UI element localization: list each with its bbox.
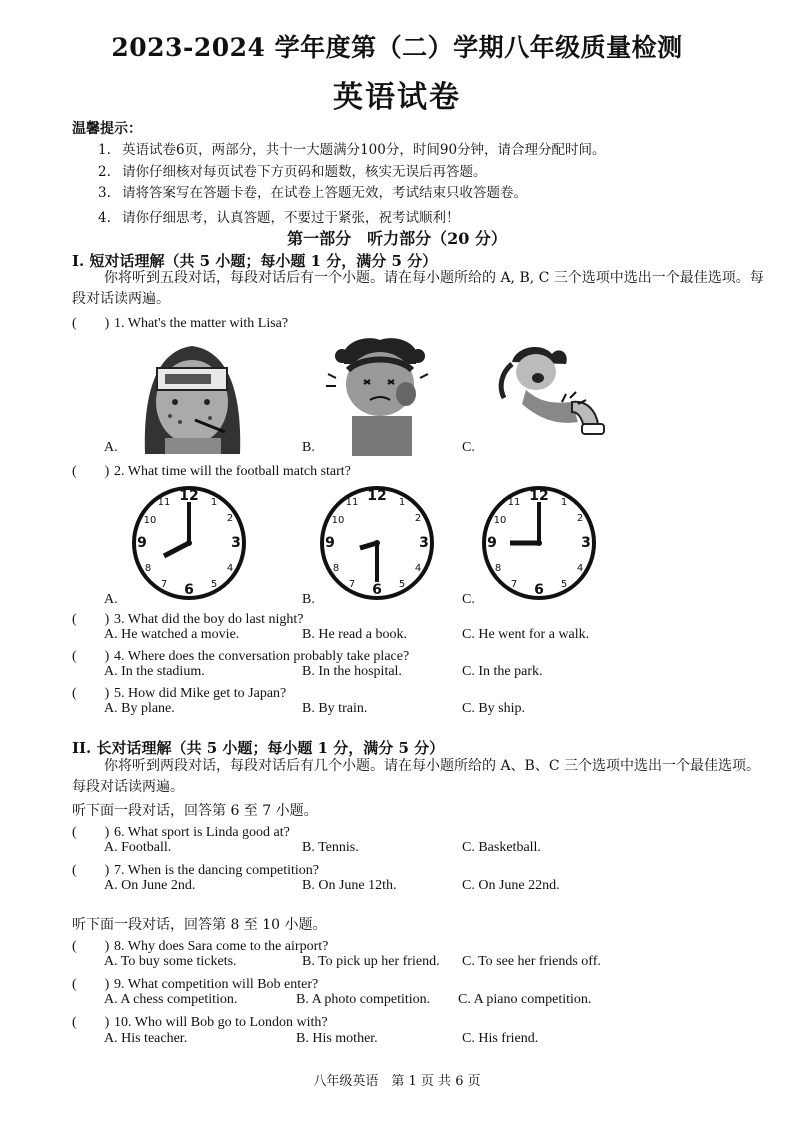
option-b[interactable]: B. His mother. xyxy=(296,1031,378,1046)
hurt-leg-girl-picture xyxy=(492,342,612,440)
clock-number: 11 xyxy=(157,497,171,508)
option-a-label[interactable]: A. xyxy=(104,440,118,455)
question-6: ( ) 6. What sport is Linda good at? xyxy=(72,821,290,841)
clock-number: 2 xyxy=(226,513,234,524)
clock-number: 11 xyxy=(345,497,359,508)
answer-blank[interactable]: ( ) xyxy=(72,649,110,664)
option-c[interactable]: C. Basketball. xyxy=(462,840,541,855)
question-3: ( ) 3. What did the boy do last night? xyxy=(72,608,304,628)
dialogue-instruction: 听下面一段对话，回答第 6 至 7 小题。 xyxy=(72,803,318,819)
question-4: ( ) 4. Where does the conversation probably take place? xyxy=(72,645,409,665)
option-b[interactable]: B. In the hospital. xyxy=(302,664,402,679)
answer-blank[interactable]: ( ) xyxy=(72,464,110,479)
option-b[interactable]: B. To pick up her friend. xyxy=(302,954,440,969)
clock-number: 10 xyxy=(493,515,507,526)
question-5: ( ) 5. How did Mike get to Japan? xyxy=(72,682,286,702)
clock-number: 6 xyxy=(372,582,382,598)
exam-subject-title: 英语试卷 xyxy=(333,80,461,115)
option-c[interactable]: C. A piano competition. xyxy=(458,992,592,1007)
clock-b-picture xyxy=(318,484,436,602)
option-a[interactable]: A. Football. xyxy=(104,840,172,855)
sick-girl-fever-picture xyxy=(135,336,250,454)
dialogue-instruction: 听下面一段对话，回答第 8 至 10 小题。 xyxy=(72,917,327,933)
tip-item: 3. 请将答案写在答题卡卷，在试卷上答题无效，考试结束只收答题卷。 xyxy=(98,185,527,201)
question-8: ( ) 8. Why does Sara come to the airport? xyxy=(72,935,328,955)
answer-blank[interactable]: ( ) xyxy=(72,316,110,331)
clock-number: 11 xyxy=(507,497,521,508)
clock-number: 7 xyxy=(160,579,168,590)
clock-number: 5 xyxy=(560,579,568,590)
option-b[interactable]: B. A photo competition. xyxy=(296,992,431,1007)
answer-blank[interactable]: ( ) xyxy=(72,686,110,701)
clock-number: 12 xyxy=(529,488,549,504)
option-b-label[interactable]: B. xyxy=(302,592,315,607)
tip-item: 4. 请你仔细思考，认真答题，不要过于紧张，祝考试顺利！ xyxy=(98,210,460,226)
option-a[interactable]: A. His teacher. xyxy=(104,1031,188,1046)
question-10: ( ) 10. Who will Bob go to London with? xyxy=(72,1011,328,1031)
question-9: ( ) 9. What competition will Bob enter? xyxy=(72,973,318,993)
option-c[interactable]: C. On June 22nd. xyxy=(462,878,560,893)
clock-number: 3 xyxy=(581,535,591,551)
answer-blank[interactable]: ( ) xyxy=(72,977,110,992)
option-b-label[interactable]: B. xyxy=(302,440,315,455)
clock-number: 3 xyxy=(231,535,241,551)
tip-item: 2. 请你仔细核对每页试卷下方页码和题数，核实无误后再答题。 xyxy=(98,164,487,180)
clock-number: 1 xyxy=(210,497,218,508)
answer-blank[interactable]: ( ) xyxy=(72,1015,110,1030)
question-1: ( ) 1. What's the matter with Lisa? xyxy=(72,312,288,332)
section-instructions: 你将听到两段对话，每段对话后有几个小题。请在每小题所给的 A、B、C 三个选项中选出一个最佳选项。每段对话读两遍。 xyxy=(72,758,761,795)
option-a[interactable]: A. A chess competition. xyxy=(104,992,238,1007)
option-c[interactable]: C. His friend. xyxy=(462,1031,539,1046)
clock-number: 1 xyxy=(398,497,406,508)
clock-number: 8 xyxy=(494,563,502,574)
clock-number: 8 xyxy=(332,563,340,574)
clock-number: 10 xyxy=(331,515,345,526)
clock-number: 2 xyxy=(414,513,422,524)
option-b[interactable]: B. He read a book. xyxy=(302,627,407,642)
clock-number: 4 xyxy=(226,563,234,574)
section-heading: II. 长对话理解（共 5 小题；每小题 1 分，满分 5 分） xyxy=(72,739,445,757)
clock-number: 12 xyxy=(367,488,387,504)
clock-number: 9 xyxy=(325,535,335,551)
clock-number: 7 xyxy=(510,579,518,590)
clock-number: 5 xyxy=(210,579,218,590)
clock-number: 10 xyxy=(143,515,157,526)
option-b[interactable]: B. By train. xyxy=(302,701,368,716)
clock-number: 12 xyxy=(179,488,199,504)
option-c[interactable]: C. In the park. xyxy=(462,664,543,679)
option-a-label[interactable]: A. xyxy=(104,592,118,607)
tip-item: 1. 英语试卷6页，两部分，共十一大题满分100分，时间90分钟，请合理分配时间。 xyxy=(98,142,606,158)
clock-number: 6 xyxy=(184,582,194,598)
option-a[interactable]: A. In the stadium. xyxy=(104,664,205,679)
answer-blank[interactable]: ( ) xyxy=(72,825,110,840)
option-a[interactable]: A. By plane. xyxy=(104,701,175,716)
clock-number: 1 xyxy=(560,497,568,508)
tips-label: 温馨提示： xyxy=(72,121,142,137)
answer-blank[interactable]: ( ) xyxy=(72,939,110,954)
option-c[interactable]: C. To see her friends off. xyxy=(462,954,601,969)
clock-number: 7 xyxy=(348,579,356,590)
question-2: ( ) 2. What time will the football match start? xyxy=(72,460,351,480)
option-a[interactable]: A. On June 2nd. xyxy=(104,878,196,893)
part-title: 第一部分 听力部分（20 分） xyxy=(287,229,507,248)
section-instructions: 你将听到五段对话，每段对话后有一个小题。请在每小题所给的 A, B, C 三个选项中选出一个最佳选项。每段对话读两遍。 xyxy=(72,270,764,307)
option-b[interactable]: B. On June 12th. xyxy=(302,878,397,893)
option-c-label[interactable]: C. xyxy=(462,592,475,607)
answer-blank[interactable]: ( ) xyxy=(72,863,110,878)
clock-number: 5 xyxy=(398,579,406,590)
exam-title: 2023-2024 学年度第（二）学期八年级质量检测 xyxy=(111,33,683,62)
clock-a-picture xyxy=(130,484,248,602)
option-c[interactable]: C. By ship. xyxy=(462,701,526,716)
clock-number: 6 xyxy=(534,582,544,598)
clock-number: 9 xyxy=(137,535,147,551)
option-c-label[interactable]: C. xyxy=(462,440,475,455)
option-b[interactable]: B. Tennis. xyxy=(302,840,359,855)
option-a[interactable]: A. He watched a movie. xyxy=(104,627,240,642)
answer-blank[interactable]: ( ) xyxy=(72,612,110,627)
option-c[interactable]: C. He went for a walk. xyxy=(462,627,590,642)
section-heading: I. 短对话理解（共 5 小题；每小题 1 分，满分 5 分） xyxy=(72,252,438,270)
option-a[interactable]: A. To buy some tickets. xyxy=(104,954,237,969)
clock-number: 3 xyxy=(419,535,429,551)
page-footer: 八年级英语 第 1 页 共 6 页 xyxy=(313,1074,481,1089)
clock-c-picture xyxy=(480,484,598,602)
clock-number: 8 xyxy=(144,563,152,574)
toothache-girl-picture xyxy=(322,334,437,456)
clock-number: 2 xyxy=(576,513,584,524)
clock-number: 4 xyxy=(414,563,422,574)
clock-number: 4 xyxy=(576,563,584,574)
question-7: ( ) 7. When is the dancing competition? xyxy=(72,859,319,879)
clock-number: 9 xyxy=(487,535,497,551)
